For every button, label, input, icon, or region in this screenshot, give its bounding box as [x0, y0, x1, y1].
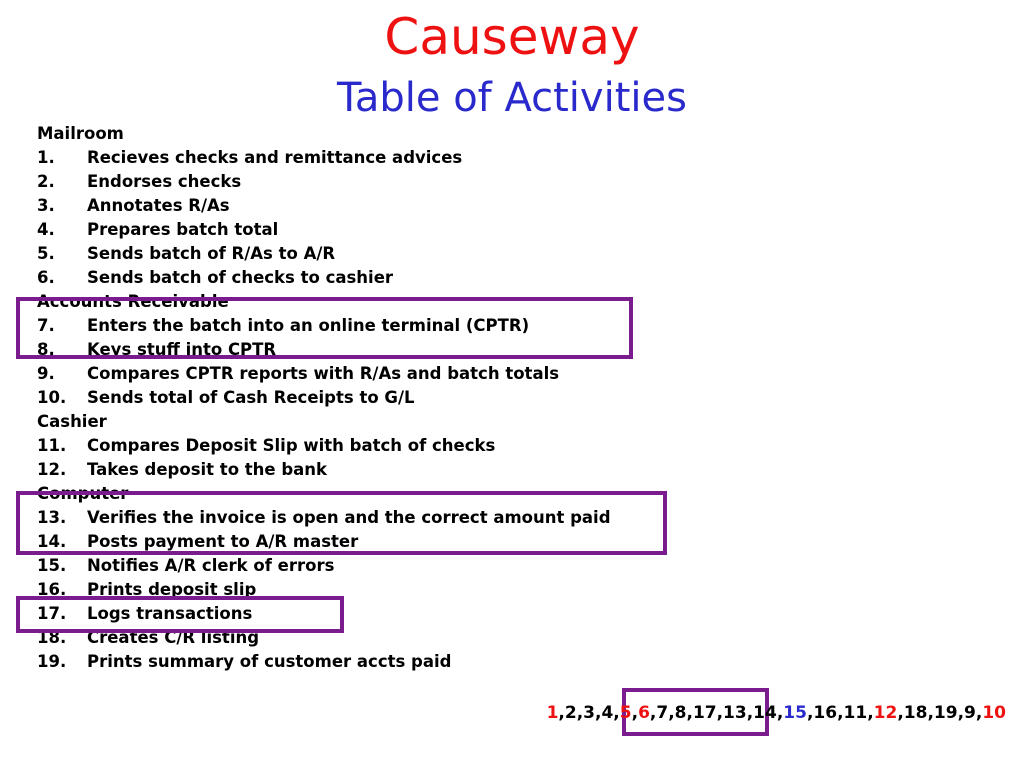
section-header: Accounts Receivable — [37, 292, 229, 311]
slide-title: Causeway — [384, 8, 640, 66]
activity-text: Prepares batch total — [87, 220, 279, 239]
activity-text: Prints summary of customer accts paid — [87, 652, 452, 671]
activity-text: Keys stuff into CPTR — [87, 340, 277, 359]
activity-sequence — [547, 703, 1006, 723]
activity-number: 9. — [37, 364, 55, 383]
activity-item — [37, 458, 611, 482]
activity-number: 11. — [37, 436, 67, 455]
activity-number: 8. — [37, 340, 55, 359]
sequence-segment: 12 — [873, 703, 898, 723]
slide-subtitle: Table of Activities — [337, 75, 687, 121]
section-header: Cashier — [37, 412, 107, 431]
sequence-segment: ,7,8,17,13,14, — [649, 703, 784, 723]
sequence-segment: 5 — [619, 703, 632, 723]
activity-text: Recieves checks and remittance advices — [87, 148, 463, 167]
activity-item — [37, 242, 611, 266]
activity-item — [37, 650, 611, 674]
activity-text: Annotates R/As — [87, 196, 230, 215]
activity-text: Takes deposit to the bank — [87, 460, 328, 479]
activity-number: 3. — [37, 196, 55, 215]
activity-text: Notifies A/R clerk of errors — [87, 556, 335, 575]
activity-number: 7. — [37, 316, 55, 335]
activity-number: 14. — [37, 532, 67, 551]
activity-item — [37, 266, 611, 290]
activity-item — [37, 386, 611, 410]
sequence-segment: ,2,3,4, — [558, 703, 620, 723]
section-header: Mailroom — [37, 124, 124, 143]
activity-text: Compares Deposit Slip with batch of checks — [87, 436, 496, 455]
activity-number: 5. — [37, 244, 55, 263]
sequence-segment: 10 — [982, 703, 1006, 723]
activity-text: Endorses checks — [87, 172, 242, 191]
activity-text: Sends total of Cash Receipts to G/L — [87, 388, 415, 407]
highlight-box-13-14 — [16, 491, 667, 555]
activity-item — [37, 362, 611, 386]
sequence-segment: 6 — [638, 703, 650, 723]
activity-text: Sends batch of R/As to A/R — [87, 244, 336, 263]
activity-number: 12. — [37, 460, 67, 479]
activity-item — [37, 194, 611, 218]
activity-item — [37, 146, 611, 170]
section-header: Computer — [37, 484, 129, 503]
sequence-segment: ,18,19,9, — [897, 703, 983, 723]
sequence-segment: 1 — [546, 703, 559, 723]
activity-number: 16. — [37, 580, 67, 599]
activity-item — [37, 434, 611, 458]
activity-number: 18. — [37, 628, 67, 647]
activity-number: 15. — [37, 556, 67, 575]
highlight-box-17 — [16, 596, 344, 633]
activity-text: Compares CPTR reports with R/As and batch totals — [87, 364, 560, 383]
sequence-segment: , — [631, 703, 639, 723]
activity-number: 6. — [37, 268, 55, 287]
activity-number: 10. — [37, 388, 67, 407]
activity-text: Enters the batch into an online terminal (CPTR) — [87, 316, 530, 335]
activity-text: Creates C/R listing — [87, 628, 260, 647]
activity-number: 17. — [37, 604, 67, 623]
activity-item — [37, 218, 611, 242]
activity-number: 19. — [37, 652, 67, 671]
activity-number: 2. — [37, 172, 55, 191]
activity-text: Logs transactions — [87, 604, 253, 623]
activity-number: 13. — [37, 508, 67, 527]
activity-text: Prints deposit slip — [87, 580, 257, 599]
activity-text: Sends batch of checks to cashier — [87, 268, 394, 287]
activity-item — [37, 170, 611, 194]
sequence-segment: ,16,11, — [806, 703, 874, 723]
activity-text: Posts payment to A/R master — [87, 532, 359, 551]
activities-list — [37, 122, 611, 674]
highlight-box-7-8 — [16, 297, 633, 359]
activity-item — [37, 554, 611, 578]
sequence-segment: 15 — [783, 703, 807, 723]
activity-number: 1. — [37, 148, 55, 167]
activity-text: Verifies the invoice is open and the correct amount paid — [87, 508, 611, 527]
activity-number: 4. — [37, 220, 55, 239]
